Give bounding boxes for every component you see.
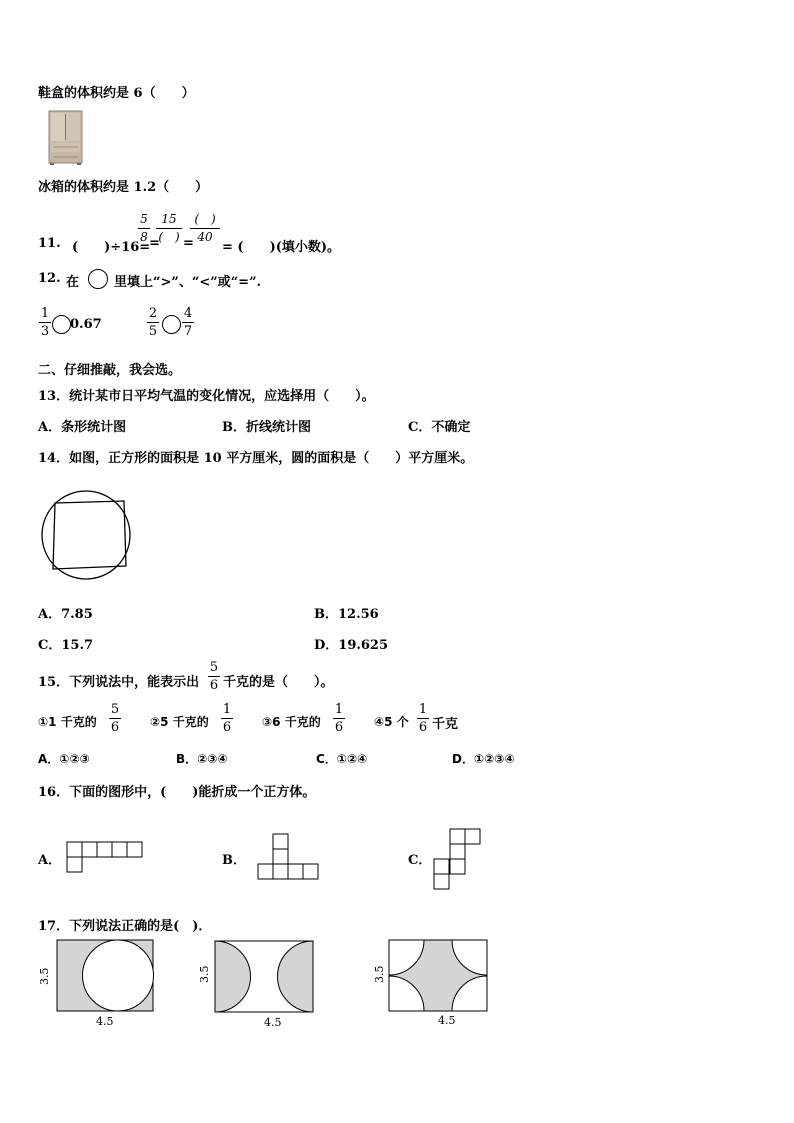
q13-option-c[interactable]: C．不确定 [408, 420, 471, 435]
q15-item-3-den: 6 [334, 720, 344, 735]
q15-item-3-fraction [333, 702, 345, 735]
fraction-bar [208, 676, 220, 677]
fridge-question: 冰箱的体积约是 1.2（ ） [38, 180, 209, 195]
q17-figure-3 [388, 939, 490, 1013]
section-heading: 二、仔细推敲，我会选。 [38, 363, 182, 378]
q14-stem: 14．如图，正方形的面积是 10 平方厘米，圆的面积是（ ）平方厘米。 [38, 451, 474, 466]
q12-fraction-a [39, 306, 51, 339]
q15-item-4-den: 6 [418, 720, 428, 735]
q16-label-a[interactable]: A． [38, 853, 62, 868]
q16-label-c[interactable]: C． [408, 853, 432, 868]
q15-item-2-num: 1 [222, 702, 232, 717]
q13-stem: 13．统计某市日平均气温的变化情况，应选择用（ ）。 [38, 389, 375, 404]
q13-option-b[interactable]: B．折线统计图 [222, 420, 311, 435]
q15-item-1-fraction [109, 702, 121, 735]
q17-fig1-width: 4.5 [96, 1015, 114, 1028]
q14-option-a[interactable]: A．7.85 [38, 607, 93, 622]
cube-net-b [257, 833, 321, 883]
fraction-bar [417, 718, 429, 719]
q11-fraction-3 [190, 212, 220, 245]
q15-item-2-label: ②5 千克的 [150, 715, 209, 729]
fraction-bar [138, 228, 150, 229]
q15-item-4-fraction [417, 702, 429, 735]
cube-net-a [66, 841, 146, 875]
fraction-bar [182, 322, 194, 323]
q12-post: 里填上“>”、“<”或“=”. [114, 275, 262, 290]
q11-fraction-2 [156, 212, 182, 245]
q12-b-den: 5 [148, 324, 158, 339]
q15-stem-fraction [208, 660, 220, 693]
q11-open: ( )÷16= [72, 240, 151, 255]
q17-fig2-width: 4.5 [264, 1016, 282, 1029]
q15-item-3-label: ③6 千克的 [262, 715, 321, 729]
q15-stem-post: 千克的是（ ）。 [223, 675, 334, 690]
q15-option-d[interactable]: D．①②③④ [452, 752, 515, 766]
q17-figure-2 [214, 940, 316, 1014]
q17-stem: 17．下列说法正确的是( )． [38, 919, 212, 934]
square-in-circle-figure [40, 489, 132, 581]
q15-item-1-num: 5 [110, 702, 120, 717]
q11-f1-num: 5 [140, 212, 148, 226]
fraction-bar [221, 718, 233, 719]
q12-a-num: 1 [40, 306, 50, 321]
q16-label-b[interactable]: B． [222, 853, 246, 868]
fridge-image [48, 110, 84, 166]
q17-fig3-height: 3.5 [373, 965, 386, 983]
q12-pre: 在 [66, 275, 80, 290]
q15-item-4-tail: 千克 [432, 717, 459, 732]
q12-fraction-b-right [182, 306, 194, 339]
fraction-bar [156, 228, 182, 229]
q12-b-num: 2 [148, 306, 158, 321]
q14-option-d[interactable]: D．19.625 [314, 638, 389, 653]
q15-item-3-num: 1 [334, 702, 344, 717]
q14-option-c[interactable]: C．15.7 [38, 638, 94, 653]
q15-stem-den: 6 [209, 678, 219, 693]
q12-b-rden: 7 [183, 324, 193, 339]
q11-f1-den: 8 [140, 230, 148, 244]
q15-stem-pre: 15．下列说法中，能表示出 [38, 675, 200, 690]
q12-fraction-b [147, 306, 159, 339]
shoebox-question: 鞋盒的体积约是 6（ ） [38, 86, 195, 101]
q11-eq2: = [183, 236, 194, 251]
q15-item-2-den: 6 [222, 720, 232, 735]
fraction-bar [39, 322, 51, 323]
q12-b-rnum: 4 [183, 306, 193, 321]
fraction-bar [333, 718, 345, 719]
q13-option-a[interactable]: A．条形统计图 [38, 420, 127, 435]
compare-circle-a[interactable] [52, 315, 71, 334]
q15-item-4-num: 1 [418, 702, 428, 717]
q17-fig3-width: 4.5 [438, 1014, 456, 1027]
cube-net-c [433, 828, 483, 892]
q11-eq1: = [149, 236, 160, 251]
q17-fig2-height: 3.5 [198, 965, 211, 983]
q15-item-2-fraction [221, 702, 233, 735]
q16-stem: 16．下面的图形中，( )能折成一个正方体。 [38, 785, 316, 800]
q11-f2-den: ( ) [158, 230, 180, 244]
compare-circle [88, 269, 108, 289]
q17-figure-1 [56, 939, 156, 1013]
q15-option-a[interactable]: A．①②③ [38, 752, 90, 766]
q11-f3-den: 40 [197, 230, 213, 244]
q12-a-right: 0.67 [70, 317, 102, 332]
fraction-bar [109, 718, 121, 719]
q15-stem-num: 5 [209, 660, 219, 675]
q11-f2-num: 15 [161, 212, 177, 226]
q15-item-1-label: ①1 千克的 [38, 715, 97, 729]
fraction-bar [147, 322, 159, 323]
fraction-bar [190, 228, 220, 229]
q11-f3-num: ( ) [194, 212, 216, 226]
q14-option-b[interactable]: B．12.56 [314, 607, 379, 622]
q11-tail: = ( )(填小数)。 [222, 240, 341, 255]
compare-circle-b[interactable] [162, 315, 181, 334]
q15-option-b[interactable]: B．②③④ [176, 752, 228, 766]
q12-number: 12. [38, 271, 61, 286]
q12-a-den: 3 [40, 324, 50, 339]
q11-number: 11. [38, 236, 61, 251]
q15-option-c[interactable]: C．①②④ [316, 752, 368, 766]
q15-item-4-label: ④5 个 [374, 715, 409, 729]
q15-item-1-den: 6 [110, 720, 120, 735]
q17-fig1-height: 3.5 [38, 967, 51, 985]
